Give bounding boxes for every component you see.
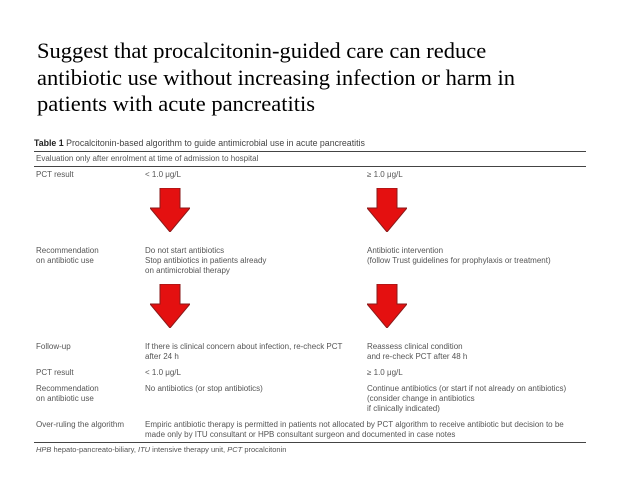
row-pct1-left: < 1.0 μg/L (145, 170, 181, 179)
row-rec1-left: Do not start antibiotics Stop antibiotics in patients already on antimicrobial therapy (145, 246, 267, 275)
arrow-shape (150, 188, 190, 232)
row-pct1-label: PCT result (36, 170, 74, 179)
pct-algorithm-table (34, 138, 586, 458)
table-caption-text: Procalcitonin-based algorithm to guide antimicrobial use in acute pancreatitis (66, 138, 365, 148)
table-bottom-rule (34, 442, 586, 443)
down-arrow-icon (150, 188, 190, 232)
row-pct2-right: ≥ 1.0 μg/L (367, 368, 403, 377)
table-footnote: HPB hepato-pancreato-biliary, ITU intensive therapy unit, PCT procalcitonin (36, 445, 287, 454)
headline-line-2: antibiotic use without increasing infection or harm in (37, 64, 516, 90)
row-rec1-right: Antibiotic intervention (follow Trust guidelines for prophylaxis or treatment) (367, 246, 551, 265)
row-rec2-left: No antibiotics (or stop antibiotics) (145, 384, 263, 393)
table-caption-label: Table 1 (34, 138, 64, 148)
down-arrow-icon (367, 284, 407, 328)
headline-line-3: patients with acute pancreatitis (37, 91, 316, 116)
row-pct2-left: < 1.0 μg/L (145, 368, 181, 377)
arrow-shape (367, 188, 407, 232)
headline-line-1: Suggest that procalcitonin-guided care can reduce (37, 38, 487, 63)
row-override-label: Over-ruling the algorithm (36, 420, 125, 429)
row-followup-label: Follow-up (36, 342, 71, 351)
slide-headline (37, 38, 597, 118)
row-rec2-label: Recommendation on antibiotic use (36, 384, 99, 403)
row-pct2-label: PCT result (36, 368, 74, 377)
row-followup-left: If there is clinical concern about infection, re-check PCT after 24 h (145, 342, 343, 361)
arrow-shape (367, 284, 407, 328)
down-arrow-icon (367, 188, 407, 232)
table-header-rule (34, 166, 586, 167)
table-subheader: Evaluation only after enrolment at time of admission to hospital (36, 154, 259, 163)
down-arrow-icon (150, 284, 190, 328)
row-followup-right: Reassess clinical condition and re-check PCT after 48 h (367, 342, 468, 361)
arrow-shape (150, 284, 190, 328)
row-override-text: Empiric antibiotic therapy is permitted in patients not allocated by PCT algorithm to receive antibiotic but decision to be made only by ITU consultant or HPB consultant surgeon and documented in case notes (145, 420, 564, 439)
row-rec1-label: Recommendation on antibiotic use (36, 246, 99, 265)
table-top-rule (34, 151, 586, 152)
row-rec2-right: Continue antibiotics (or start if not already on antibiotics) (consider change in antibiotics if clinically indicated) (367, 384, 567, 413)
row-pct1-right: ≥ 1.0 μg/L (367, 170, 403, 179)
table-caption (34, 138, 365, 148)
